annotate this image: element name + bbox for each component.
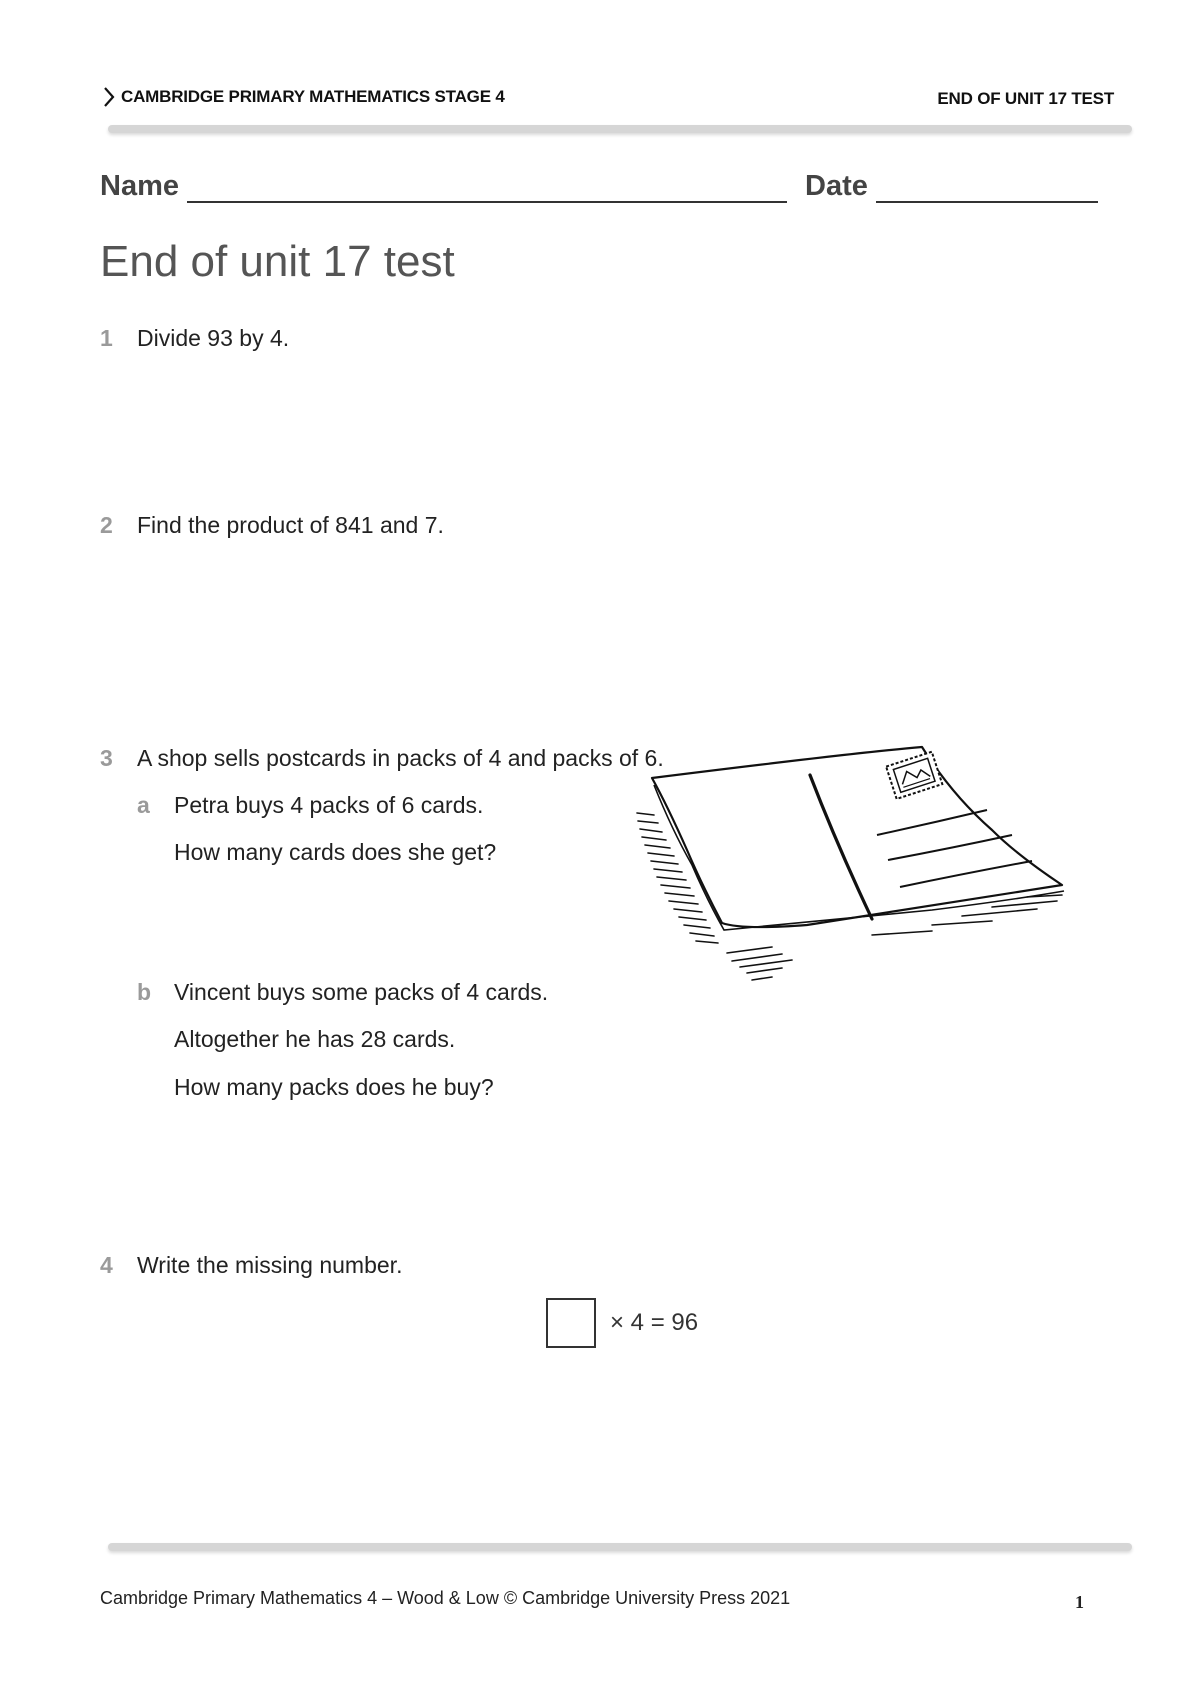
footer-rule <box>108 1543 1132 1551</box>
missing-number-answer-box[interactable] <box>546 1298 596 1348</box>
question-1-number: 1 <box>100 325 113 351</box>
chevron-right-icon <box>103 86 115 108</box>
question-3-number: 3 <box>100 745 113 771</box>
question-3a-line-1: Petra buys 4 packs of 6 cards. <box>174 792 484 818</box>
equation-text: × 4 = 96 <box>610 1309 699 1336</box>
question-4-number: 4 <box>100 1252 113 1278</box>
header-rule <box>108 125 1132 133</box>
date-field[interactable] <box>876 171 1098 203</box>
date-label: Date <box>805 170 868 202</box>
question-3b-line-2: Altogether he has 28 cards. <box>174 1026 456 1052</box>
header-test-title: END OF UNIT 17 TEST <box>937 89 1114 108</box>
question-3-text: A shop sells postcards in packs of 4 and packs of 6. <box>137 745 664 771</box>
header-left-text: CAMBRIDGE PRIMARY MATHEMATICS STAGE 4 <box>121 87 505 106</box>
question-3a-line-2: How many cards does she get? <box>174 839 497 865</box>
postcard-illustration <box>632 735 1077 1000</box>
question-1-text: Divide 93 by 4. <box>137 325 290 351</box>
question-3b-letter: b <box>137 979 152 1005</box>
question-3b-line-3: How many packs does he buy? <box>174 1074 494 1100</box>
question-2-text: Find the product of 841 and 7. <box>137 512 444 538</box>
question-3a-letter: a <box>137 792 150 818</box>
page-number: 1 <box>1075 1592 1084 1612</box>
name-date-row <box>100 170 1098 203</box>
name-label: Name <box>100 170 179 202</box>
missing-number-equation <box>546 1298 698 1348</box>
question-4-text: Write the missing number. <box>137 1252 403 1278</box>
header-series-title <box>103 86 505 108</box>
footer-copyright: Cambridge Primary Mathematics 4 – Wood & Low © Cambridge University Press 2021 <box>100 1588 791 1608</box>
question-3b-line-1: Vincent buys some packs of 4 cards. <box>174 979 549 1005</box>
question-2-number: 2 <box>100 512 113 538</box>
name-field[interactable] <box>187 171 787 203</box>
page-title: End of unit 17 test <box>100 237 455 286</box>
